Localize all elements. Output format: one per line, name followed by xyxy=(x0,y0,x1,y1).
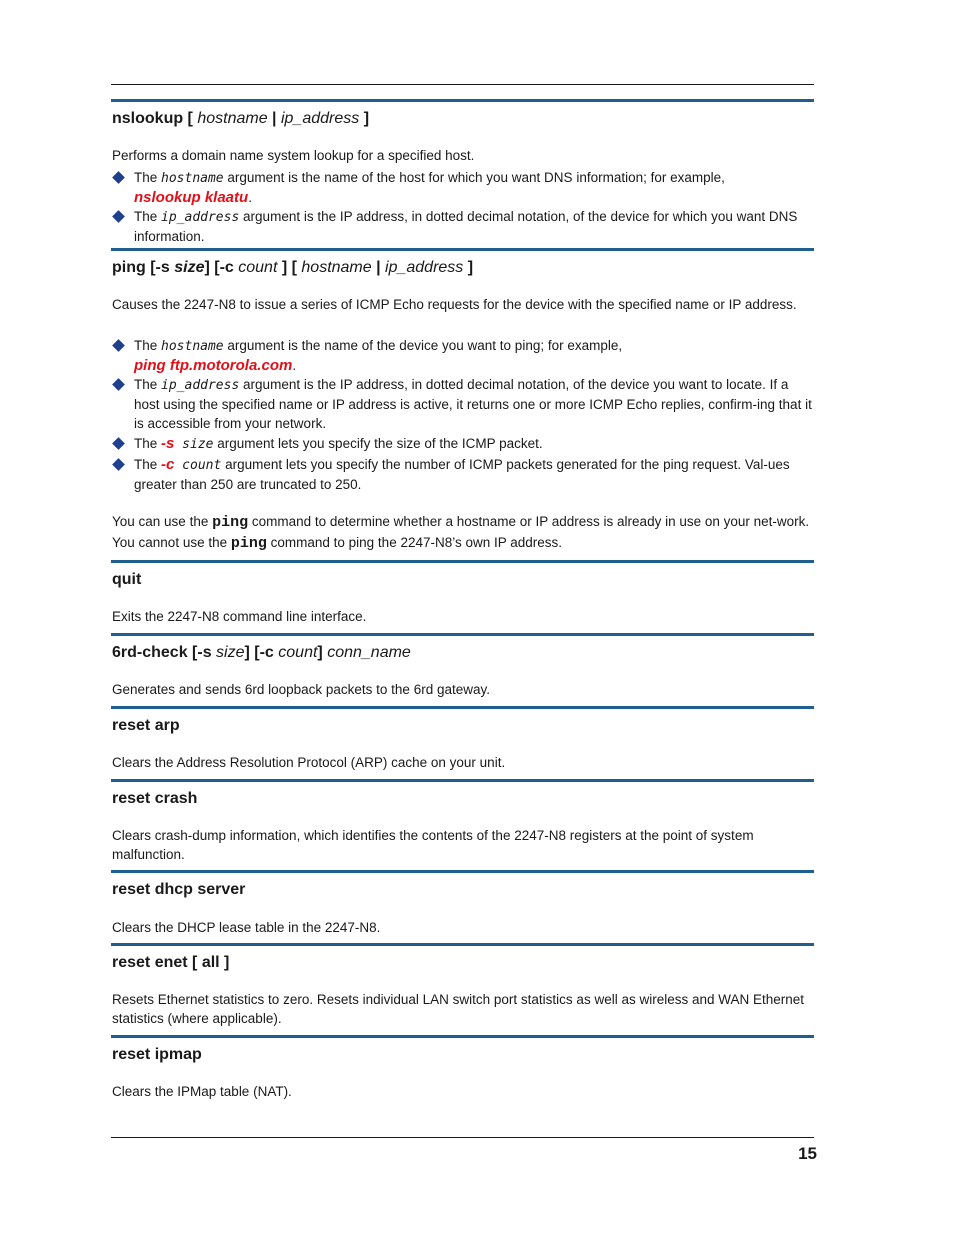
ping-heading: ping [-s size] [-c count ] [ hostname | ip_address ] xyxy=(112,259,474,276)
reset-crash-heading: reset crash xyxy=(112,790,198,807)
footer-rule xyxy=(111,1137,814,1138)
list-item: The ip_address argument is the IP address, in dotted decimal notation, of the device for which you want DNS information. xyxy=(112,207,814,246)
6rd-check-description: Generates and sends 6rd loopback packets to the 6rd gateway. xyxy=(112,682,490,697)
reset-arp-description: Clears the Address Resolution Protocol (ARP) cache on your unit. xyxy=(112,755,506,770)
list-item: The ip_address argument is the IP address, in dotted decimal notation, of the device you want to locate. If a host using the specified name or IP address is active, it returns one or more ICMP Echo replies, confirm-ing that it is accessible from your network. xyxy=(112,375,814,433)
reset-dhcp-heading: reset dhcp server xyxy=(112,881,246,898)
example-command: ping ftp.motorola.com xyxy=(134,357,293,374)
diamond-bullet-icon xyxy=(112,458,125,471)
list-item: The -s size argument lets you specify the size of the ICMP packet. xyxy=(112,434,814,454)
section-divider xyxy=(111,870,814,873)
nslookup-description: Performs a domain name system lookup for a specified host. xyxy=(112,148,475,163)
header-rule xyxy=(111,84,814,85)
ping-description: Causes the 2247-N8 to issue a series of ICMP Echo requests for the device with the specified name or IP address. xyxy=(112,297,797,312)
section-divider xyxy=(111,943,814,946)
diamond-bullet-icon xyxy=(112,437,125,450)
section-divider xyxy=(111,560,814,563)
diamond-bullet-icon xyxy=(112,378,125,391)
reset-enet-heading: reset enet [ all ] xyxy=(112,954,230,971)
reset-dhcp-description: Clears the DHCP lease table in the 2247-N8. xyxy=(112,920,381,935)
quit-heading: quit xyxy=(112,571,142,588)
list-item: The hostname argument is the name of the device you want to ping; for example, ping ftp.motorola.com. xyxy=(112,336,814,375)
list-item: The hostname argument is the name of the host for which you want DNS information; for example, nslookup klaatu. xyxy=(112,168,814,207)
page-number: 15 xyxy=(798,1144,817,1163)
ping-note: You can use the ping command to determine whether a hostname or IP address is already in use on your net-work. You cannot use the ping command to ping the 2247-N8’s own IP address. xyxy=(112,514,810,552)
section-divider xyxy=(111,1035,814,1038)
quit-description: Exits the 2247-N8 command line interface. xyxy=(112,609,367,624)
list-item: The -c count argument lets you specify the number of ICMP packets generated for the ping request. Val-ues greater than 250 are truncated to 250. xyxy=(112,455,814,494)
diamond-bullet-icon xyxy=(112,210,125,223)
diamond-bullet-icon xyxy=(112,171,125,184)
section-divider xyxy=(111,248,814,251)
nslookup-heading: nslookup [ hostname | ip_address ] xyxy=(112,110,370,127)
diamond-bullet-icon xyxy=(112,339,125,352)
section-divider xyxy=(111,779,814,782)
section-divider xyxy=(111,706,814,709)
section-divider xyxy=(111,633,814,636)
reset-arp-heading: reset arp xyxy=(112,717,180,734)
reset-ipmap-description: Clears the IPMap table (NAT). xyxy=(112,1084,292,1099)
reset-crash-description: Clears crash-dump information, which identifies the contents of the 2247-N8 registers at the point of system malfunction. xyxy=(112,828,754,862)
reset-ipmap-heading: reset ipmap xyxy=(112,1046,202,1063)
reset-enet-description: Resets Ethernet statistics to zero. Resets individual LAN switch port statistics as well as wireless and WAN Ethernet statistics (where applicable). xyxy=(112,992,805,1026)
section-divider xyxy=(111,99,814,102)
example-command: nslookup klaatu xyxy=(134,189,249,206)
6rd-check-heading: 6rd-check [-s size] [-c count] conn_name xyxy=(112,644,411,661)
